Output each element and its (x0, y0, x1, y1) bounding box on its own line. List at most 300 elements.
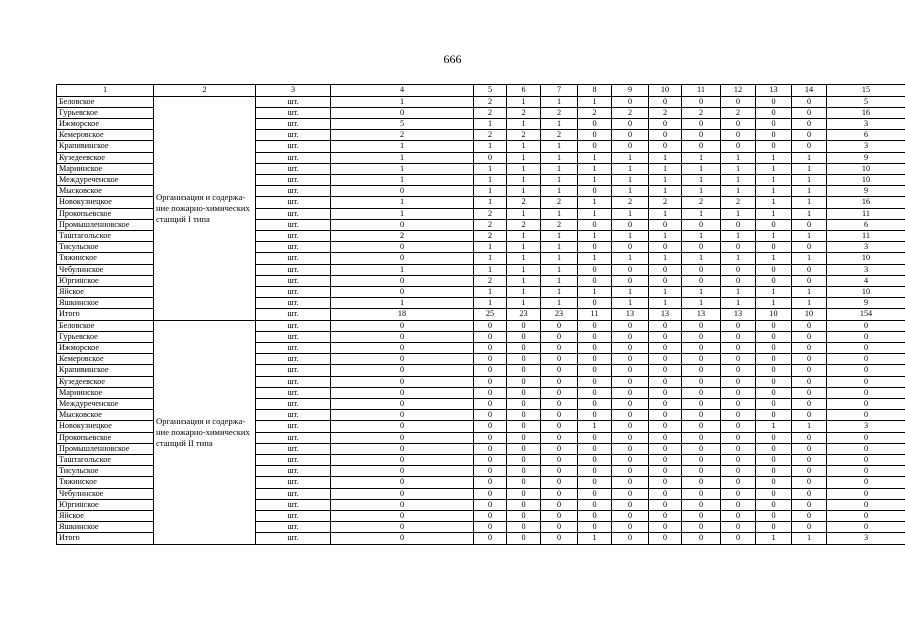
value-cell: 0 (612, 432, 649, 443)
value-cell: 0 (756, 376, 792, 387)
district-cell: Мариинское (57, 163, 154, 174)
row-total-cell: 3 (827, 264, 905, 275)
value-cell: 0 (792, 118, 827, 129)
value-cell: 0 (331, 398, 474, 409)
value-cell: 0 (756, 354, 792, 365)
value-cell: 0 (756, 342, 792, 353)
value-cell: 2 (474, 208, 507, 219)
unit-cell: шт. (256, 163, 331, 174)
value-cell: 0 (792, 365, 827, 376)
column-number-cell: 2 (154, 85, 256, 97)
value-cell: 0 (474, 511, 507, 522)
value-cell: 0 (756, 466, 792, 477)
value-cell: 1 (331, 96, 474, 107)
value-cell: 0 (649, 264, 682, 275)
column-number-cell: 11 (682, 85, 721, 97)
unit-cell: шт. (256, 455, 331, 466)
value-cell: 0 (578, 488, 612, 499)
value-cell: 0 (331, 342, 474, 353)
value-cell: 1 (331, 163, 474, 174)
value-cell: 0 (756, 387, 792, 398)
unit-cell: шт. (256, 230, 331, 241)
value-cell: 0 (612, 264, 649, 275)
value-cell: 0 (721, 511, 756, 522)
value-cell: 1 (721, 286, 756, 297)
row-total-cell: 0 (827, 365, 905, 376)
unit-cell: шт. (256, 331, 331, 342)
value-cell: 0 (682, 466, 721, 477)
value-cell: 1 (578, 174, 612, 185)
value-cell: 0 (756, 488, 792, 499)
value-cell: 1 (474, 197, 507, 208)
row-total-cell: 16 (827, 197, 905, 208)
value-cell: 0 (541, 522, 578, 533)
value-cell: 1 (649, 253, 682, 264)
row-total-cell: 16 (827, 107, 905, 118)
value-cell: 0 (721, 275, 756, 286)
value-cell: 0 (682, 219, 721, 230)
value-cell: 0 (649, 533, 682, 544)
row-total-cell: 4 (827, 275, 905, 286)
value-cell: 13 (721, 309, 756, 320)
unit-cell: шт. (256, 242, 331, 253)
value-cell: 1 (474, 242, 507, 253)
district-cell: Яйское (57, 286, 154, 297)
row-total-cell: 0 (827, 432, 905, 443)
value-cell: 1 (541, 152, 578, 163)
value-cell: 0 (721, 264, 756, 275)
value-cell: 1 (541, 242, 578, 253)
value-cell: 0 (649, 275, 682, 286)
district-cell: Итого (57, 309, 154, 320)
value-cell: 0 (721, 130, 756, 141)
value-cell: 0 (649, 410, 682, 421)
unit-cell: шт. (256, 376, 331, 387)
value-cell: 1 (756, 286, 792, 297)
value-cell: 25 (474, 309, 507, 320)
district-cell: Кемеровское (57, 354, 154, 365)
unit-cell: шт. (256, 477, 331, 488)
value-cell: 0 (756, 264, 792, 275)
value-cell: 1 (756, 253, 792, 264)
value-cell: 1 (792, 174, 827, 185)
value-cell: 1 (792, 533, 827, 544)
value-cell: 1 (474, 118, 507, 129)
unit-cell: шт. (256, 96, 331, 107)
column-number-cell: 13 (756, 85, 792, 97)
value-cell: 1 (331, 197, 474, 208)
value-cell: 0 (541, 466, 578, 477)
value-cell: 1 (507, 141, 541, 152)
unit-cell: шт. (256, 141, 331, 152)
district-cell: Тяжинское (57, 253, 154, 264)
value-cell: 0 (578, 242, 612, 253)
value-cell: 0 (507, 511, 541, 522)
value-cell: 1 (756, 174, 792, 185)
value-cell: 1 (578, 421, 612, 432)
unit-cell: шт. (256, 219, 331, 230)
value-cell: 0 (792, 96, 827, 107)
value-cell: 0 (721, 354, 756, 365)
value-cell: 0 (721, 331, 756, 342)
value-cell: 1 (474, 163, 507, 174)
value-cell: 0 (721, 455, 756, 466)
value-cell: 0 (721, 443, 756, 454)
unit-cell: шт. (256, 511, 331, 522)
value-cell: 0 (792, 275, 827, 286)
page-number: 666 (443, 52, 462, 66)
value-cell: 0 (649, 387, 682, 398)
value-cell: 0 (682, 499, 721, 510)
value-cell: 0 (612, 410, 649, 421)
value-cell: 0 (756, 522, 792, 533)
value-cell: 0 (756, 242, 792, 253)
unit-cell: шт. (256, 522, 331, 533)
value-cell: 0 (331, 387, 474, 398)
value-cell: 0 (612, 477, 649, 488)
row-total-cell: 9 (827, 152, 905, 163)
value-cell: 2 (331, 230, 474, 241)
value-cell: 0 (756, 432, 792, 443)
value-cell: 1 (578, 197, 612, 208)
value-cell: 1 (756, 152, 792, 163)
value-cell: 0 (578, 443, 612, 454)
unit-cell: шт. (256, 398, 331, 409)
value-cell: 1 (474, 264, 507, 275)
value-cell: 1 (792, 253, 827, 264)
value-cell: 0 (792, 130, 827, 141)
row-total-cell: 0 (827, 499, 905, 510)
row-total-cell: 3 (827, 533, 905, 544)
unit-cell: шт. (256, 309, 331, 320)
value-cell: 0 (474, 455, 507, 466)
district-cell: Юргинское (57, 499, 154, 510)
value-cell: 0 (721, 421, 756, 432)
value-cell: 0 (721, 118, 756, 129)
value-cell: 1 (612, 253, 649, 264)
value-cell: 0 (331, 186, 474, 197)
value-cell: 2 (541, 107, 578, 118)
value-cell: 0 (756, 455, 792, 466)
unit-cell: шт. (256, 443, 331, 454)
value-cell: 0 (578, 118, 612, 129)
value-cell: 1 (474, 286, 507, 297)
value-cell: 0 (682, 320, 721, 331)
value-cell: 1 (331, 152, 474, 163)
district-cell: Яшкинское (57, 522, 154, 533)
value-cell: 0 (792, 499, 827, 510)
value-cell: 0 (541, 533, 578, 544)
value-cell: 1 (541, 275, 578, 286)
value-cell: 0 (507, 522, 541, 533)
value-cell: 2 (507, 130, 541, 141)
value-cell: 0 (474, 342, 507, 353)
value-cell: 0 (682, 376, 721, 387)
value-cell: 2 (474, 130, 507, 141)
value-cell: 0 (474, 320, 507, 331)
value-cell: 0 (649, 342, 682, 353)
value-cell: 1 (474, 174, 507, 185)
unit-cell: шт. (256, 286, 331, 297)
value-cell: 0 (792, 466, 827, 477)
value-cell: 2 (541, 219, 578, 230)
value-cell: 0 (612, 488, 649, 499)
value-cell: 0 (331, 455, 474, 466)
value-cell: 0 (721, 242, 756, 253)
value-cell: 1 (474, 253, 507, 264)
district-cell: Ижморское (57, 118, 154, 129)
value-cell: 0 (756, 118, 792, 129)
column-number-cell: 14 (792, 85, 827, 97)
value-cell: 0 (474, 365, 507, 376)
value-cell: 0 (474, 477, 507, 488)
value-cell: 2 (474, 230, 507, 241)
value-cell: 0 (507, 443, 541, 454)
value-cell: 1 (792, 286, 827, 297)
value-cell: 0 (682, 365, 721, 376)
value-cell: 0 (682, 477, 721, 488)
table-row (57, 96, 905, 107)
value-cell: 2 (682, 107, 721, 118)
value-cell: 0 (331, 421, 474, 432)
value-cell: 0 (331, 365, 474, 376)
value-cell: 0 (756, 410, 792, 421)
value-cell: 0 (578, 141, 612, 152)
value-cell: 0 (331, 443, 474, 454)
district-cell: Тисульское (57, 242, 154, 253)
value-cell: 0 (578, 387, 612, 398)
value-cell: 0 (331, 533, 474, 544)
row-total-cell: 0 (827, 443, 905, 454)
value-cell: 0 (507, 410, 541, 421)
value-cell: 2 (682, 197, 721, 208)
unit-cell: шт. (256, 320, 331, 331)
value-cell: 1 (507, 242, 541, 253)
value-cell: 0 (612, 118, 649, 129)
district-cell: Новокузнецкое (57, 421, 154, 432)
value-cell: 2 (507, 107, 541, 118)
value-cell: 0 (756, 365, 792, 376)
value-cell: 0 (507, 533, 541, 544)
value-cell: 0 (792, 410, 827, 421)
value-cell: 0 (682, 264, 721, 275)
value-cell: 0 (331, 466, 474, 477)
value-cell: 2 (721, 107, 756, 118)
value-cell: 0 (756, 141, 792, 152)
row-total-cell: 9 (827, 186, 905, 197)
value-cell: 0 (578, 298, 612, 309)
value-cell: 0 (612, 365, 649, 376)
value-cell: 0 (507, 499, 541, 510)
value-cell: 1 (792, 163, 827, 174)
district-cell: Яйское (57, 511, 154, 522)
value-cell: 1 (331, 298, 474, 309)
value-cell: 1 (756, 186, 792, 197)
value-cell: 1 (756, 421, 792, 432)
value-cell: 0 (792, 455, 827, 466)
column-number-cell: 15 (827, 85, 905, 97)
value-cell: 1 (792, 298, 827, 309)
value-cell: 1 (721, 186, 756, 197)
value-cell: 0 (756, 477, 792, 488)
row-total-cell: 3 (827, 118, 905, 129)
value-cell: 1 (682, 186, 721, 197)
value-cell: 0 (331, 522, 474, 533)
value-cell: 0 (578, 455, 612, 466)
value-cell: 0 (721, 533, 756, 544)
row-total-cell: 0 (827, 331, 905, 342)
value-cell: 1 (792, 186, 827, 197)
value-cell: 0 (331, 376, 474, 387)
value-cell: 2 (649, 197, 682, 208)
district-cell: Гурьевское (57, 331, 154, 342)
value-cell: 0 (474, 387, 507, 398)
value-cell: 2 (474, 107, 507, 118)
value-cell: 0 (649, 455, 682, 466)
district-cell: Тисульское (57, 466, 154, 477)
value-cell: 0 (792, 376, 827, 387)
value-cell: 0 (331, 477, 474, 488)
value-cell: 0 (578, 410, 612, 421)
value-cell: 1 (541, 298, 578, 309)
unit-cell: шт. (256, 107, 331, 118)
unit-cell: шт. (256, 152, 331, 163)
value-cell: 0 (721, 342, 756, 353)
value-cell: 0 (792, 432, 827, 443)
value-cell: 0 (507, 432, 541, 443)
value-cell: 0 (792, 264, 827, 275)
value-cell: 0 (578, 511, 612, 522)
value-cell: 0 (578, 331, 612, 342)
value-cell: 1 (541, 174, 578, 185)
value-cell: 0 (721, 410, 756, 421)
district-cell: Кемеровское (57, 130, 154, 141)
value-cell: 0 (792, 477, 827, 488)
row-total-cell: 0 (827, 522, 905, 533)
row-total-cell: 0 (827, 488, 905, 499)
table-body (57, 85, 905, 545)
value-cell: 1 (541, 230, 578, 241)
value-cell: 0 (792, 219, 827, 230)
district-cell: Мариинское (57, 387, 154, 398)
unit-cell: шт. (256, 130, 331, 141)
unit-cell: шт. (256, 466, 331, 477)
value-cell: 0 (578, 219, 612, 230)
district-cell: Мысковское (57, 186, 154, 197)
value-cell: 0 (331, 410, 474, 421)
row-total-cell: 5 (827, 96, 905, 107)
value-cell: 0 (721, 376, 756, 387)
value-cell: 0 (649, 499, 682, 510)
unit-cell: шт. (256, 264, 331, 275)
value-cell: 0 (756, 107, 792, 118)
value-cell: 0 (649, 511, 682, 522)
value-cell: 0 (721, 398, 756, 409)
unit-cell: шт. (256, 421, 331, 432)
row-total-cell: 0 (827, 455, 905, 466)
value-cell: 0 (507, 320, 541, 331)
value-cell: 1 (507, 163, 541, 174)
value-cell: 13 (612, 309, 649, 320)
value-cell: 0 (578, 398, 612, 409)
value-cell: 0 (682, 130, 721, 141)
value-cell: 0 (612, 376, 649, 387)
value-cell: 0 (331, 432, 474, 443)
district-cell: Мысковское (57, 410, 154, 421)
value-cell: 0 (612, 275, 649, 286)
unit-cell: шт. (256, 354, 331, 365)
value-cell: 0 (507, 398, 541, 409)
value-cell: 0 (474, 331, 507, 342)
value-cell: 0 (474, 499, 507, 510)
value-cell: 1 (578, 152, 612, 163)
value-cell: 1 (756, 230, 792, 241)
column-number-cell: 5 (474, 85, 507, 97)
value-cell: 0 (331, 253, 474, 264)
value-cell: 0 (331, 511, 474, 522)
value-cell: 0 (721, 96, 756, 107)
value-cell: 0 (578, 186, 612, 197)
value-cell: 1 (331, 141, 474, 152)
district-cell: Гурьевское (57, 107, 154, 118)
value-cell: 0 (507, 421, 541, 432)
value-cell: 1 (721, 253, 756, 264)
value-cell: 0 (578, 522, 612, 533)
value-cell: 0 (541, 511, 578, 522)
unit-cell: шт. (256, 342, 331, 353)
value-cell: 2 (541, 130, 578, 141)
value-cell: 0 (649, 219, 682, 230)
value-cell: 0 (541, 320, 578, 331)
value-cell: 0 (541, 410, 578, 421)
value-cell: 0 (612, 342, 649, 353)
value-cell: 0 (612, 511, 649, 522)
value-cell: 0 (682, 398, 721, 409)
value-cell: 1 (649, 163, 682, 174)
value-cell: 1 (331, 208, 474, 219)
row-total-cell: 3 (827, 242, 905, 253)
value-cell: 23 (507, 309, 541, 320)
value-cell: 0 (612, 354, 649, 365)
value-cell: 1 (612, 286, 649, 297)
value-cell: 0 (541, 443, 578, 454)
value-cell: 0 (578, 342, 612, 353)
value-cell: 0 (331, 107, 474, 118)
district-cell: Междуреченское (57, 174, 154, 185)
value-cell: 0 (721, 477, 756, 488)
district-cell: Юргинское (57, 275, 154, 286)
value-cell: 0 (578, 365, 612, 376)
district-cell: Крапивинское (57, 365, 154, 376)
value-cell: 2 (612, 107, 649, 118)
row-total-cell: 11 (827, 208, 905, 219)
value-cell: 0 (792, 107, 827, 118)
unit-cell: шт. (256, 410, 331, 421)
indicator-cell: Организация и содержа-ние пожарно-химических станций I типа (154, 96, 256, 320)
value-cell: 0 (721, 522, 756, 533)
value-cell: 1 (721, 152, 756, 163)
value-cell: 0 (578, 275, 612, 286)
district-cell: Промышленновское (57, 219, 154, 230)
value-cell: 0 (612, 398, 649, 409)
value-cell: 2 (474, 96, 507, 107)
value-cell: 10 (756, 309, 792, 320)
value-cell: 1 (721, 163, 756, 174)
value-cell: 0 (541, 376, 578, 387)
value-cell: 0 (682, 455, 721, 466)
unit-cell: шт. (256, 118, 331, 129)
value-cell: 0 (649, 488, 682, 499)
